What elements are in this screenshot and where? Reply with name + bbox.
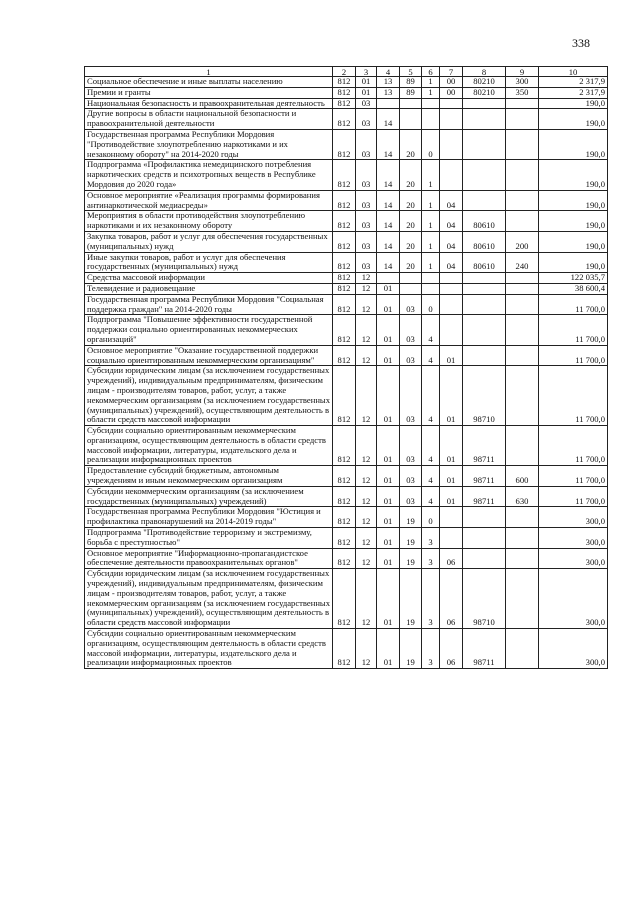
subsection-code: 01 xyxy=(377,366,400,426)
glava-code: 812 xyxy=(333,315,356,345)
row-name: Премии и гранты xyxy=(85,87,333,98)
measure-code xyxy=(440,98,463,109)
col-header: 6 xyxy=(422,67,440,77)
subprogram-code: 4 xyxy=(422,466,440,487)
direction-code xyxy=(463,315,506,345)
amount: 190,0 xyxy=(539,129,608,159)
program-code: 19 xyxy=(400,528,422,549)
section-code: 03 xyxy=(356,231,377,252)
expense-type-code xyxy=(506,315,539,345)
program-code: 89 xyxy=(400,87,422,98)
measure-code xyxy=(440,528,463,549)
table-row xyxy=(85,273,608,284)
glava-code: 812 xyxy=(333,211,356,232)
subsection-code: 01 xyxy=(377,629,400,669)
amount: 190,0 xyxy=(539,98,608,109)
col-header: 7 xyxy=(440,67,463,77)
glava-code: 812 xyxy=(333,486,356,507)
section-code: 12 xyxy=(356,315,377,345)
expense-type-code: 200 xyxy=(506,231,539,252)
amount: 11 700,0 xyxy=(539,426,608,466)
row-name: Государственная программа Республики Мордовия "Социальная поддержка граждан" на 2014-2020 годы xyxy=(85,294,333,315)
subprogram-code xyxy=(422,283,440,294)
amount: 11 700,0 xyxy=(539,315,608,345)
col-header: 3 xyxy=(356,67,377,77)
glava-code: 812 xyxy=(333,569,356,629)
direction-code: 80610 xyxy=(463,231,506,252)
section-code: 12 xyxy=(356,466,377,487)
expense-type-code xyxy=(506,190,539,211)
subprogram-code xyxy=(422,273,440,284)
subprogram-code: 4 xyxy=(422,366,440,426)
expense-type-code xyxy=(506,98,539,109)
direction-code xyxy=(463,294,506,315)
row-name: Предоставление субсидий бюджетным, автономным учреждениям и иным некоммерческим организациям xyxy=(85,466,333,487)
measure-code: 04 xyxy=(440,252,463,273)
glava-code: 812 xyxy=(333,283,356,294)
subsection-code: 01 xyxy=(377,283,400,294)
row-name: Основное мероприятие "Оказание государственной поддержки социально ориентированным некоммерческим организациям" xyxy=(85,345,333,366)
measure-code xyxy=(440,273,463,284)
section-code: 12 xyxy=(356,507,377,528)
subprogram-code: 1 xyxy=(422,231,440,252)
program-code: 20 xyxy=(400,129,422,159)
measure-code xyxy=(440,160,463,190)
expense-type-code: 630 xyxy=(506,486,539,507)
subprogram-code: 0 xyxy=(422,294,440,315)
table-row xyxy=(85,211,608,232)
direction-code xyxy=(463,160,506,190)
amount: 2 317,9 xyxy=(539,87,608,98)
subprogram-code: 1 xyxy=(422,211,440,232)
subprogram-code: 4 xyxy=(422,486,440,507)
table-row xyxy=(85,109,608,130)
amount: 11 700,0 xyxy=(539,466,608,487)
expense-type-code xyxy=(506,569,539,629)
direction-code xyxy=(463,273,506,284)
program-code: 20 xyxy=(400,160,422,190)
table-row xyxy=(85,629,608,669)
amount: 2 317,9 xyxy=(539,77,608,88)
direction-code xyxy=(463,528,506,549)
row-name: Государственная программа Республики Мордовия "Юстиция и профилактика правонарушений на 2014-2019 годы" xyxy=(85,507,333,528)
amount: 300,0 xyxy=(539,548,608,569)
section-code: 12 xyxy=(356,528,377,549)
program-code xyxy=(400,283,422,294)
table-row xyxy=(85,98,608,109)
row-name: Подпрограмма «Профилактика немедицинского потребления наркотических средств и психотропных веществ в Республике Мордовия до 2020 года» xyxy=(85,160,333,190)
program-code: 20 xyxy=(400,190,422,211)
program-code: 03 xyxy=(400,486,422,507)
table-row xyxy=(85,129,608,159)
col-header: 5 xyxy=(400,67,422,77)
amount: 11 700,0 xyxy=(539,345,608,366)
measure-code xyxy=(440,294,463,315)
row-name: Субсидии социально ориентированным некоммерческим организациям, осуществляющим деятельность в области средств массовой информации, литературы, издательского дела и реализации информационных проектов xyxy=(85,426,333,466)
table-row xyxy=(85,507,608,528)
glava-code: 812 xyxy=(333,345,356,366)
direction-code xyxy=(463,129,506,159)
section-code: 12 xyxy=(356,569,377,629)
measure-code: 01 xyxy=(440,366,463,426)
expense-type-code xyxy=(506,283,539,294)
col-header: 9 xyxy=(506,67,539,77)
row-name: Подпрограмма "Повышение эффективности государственной поддержки социально ориентированных некоммерческих организаций" xyxy=(85,315,333,345)
subprogram-code: 0 xyxy=(422,507,440,528)
row-name: Телевидение и радиовещание xyxy=(85,283,333,294)
table-row xyxy=(85,315,608,345)
measure-code xyxy=(440,283,463,294)
program-code: 19 xyxy=(400,507,422,528)
row-name: Социальное обеспечение и иные выплаты населению xyxy=(85,77,333,88)
section-code: 12 xyxy=(356,345,377,366)
subsection-code: 14 xyxy=(377,231,400,252)
measure-code xyxy=(440,109,463,130)
page-number: 338 xyxy=(572,36,590,50)
expense-type-code xyxy=(506,366,539,426)
amount: 190,0 xyxy=(539,109,608,130)
amount: 190,0 xyxy=(539,190,608,211)
subsection-code: 14 xyxy=(377,190,400,211)
measure-code: 00 xyxy=(440,87,463,98)
subprogram-code xyxy=(422,98,440,109)
program-code: 19 xyxy=(400,629,422,669)
amount: 38 600,4 xyxy=(539,283,608,294)
glava-code: 812 xyxy=(333,466,356,487)
section-code: 03 xyxy=(356,211,377,232)
subsection-code: 01 xyxy=(377,345,400,366)
subprogram-code: 3 xyxy=(422,528,440,549)
program-code: 19 xyxy=(400,548,422,569)
glava-code: 812 xyxy=(333,273,356,284)
amount: 11 700,0 xyxy=(539,366,608,426)
section-code: 12 xyxy=(356,486,377,507)
table-row xyxy=(85,160,608,190)
program-code: 20 xyxy=(400,211,422,232)
section-code: 12 xyxy=(356,366,377,426)
expense-type-code xyxy=(506,528,539,549)
expense-type-code xyxy=(506,273,539,284)
subprogram-code: 1 xyxy=(422,87,440,98)
section-code: 12 xyxy=(356,426,377,466)
row-name: Другие вопросы в области национальной безопасности и правоохранительной деятельности xyxy=(85,109,333,130)
program-code: 03 xyxy=(400,426,422,466)
direction-code xyxy=(463,283,506,294)
direction-code: 98711 xyxy=(463,466,506,487)
direction-code xyxy=(463,507,506,528)
expense-type-code xyxy=(506,507,539,528)
measure-code: 04 xyxy=(440,211,463,232)
row-name: Государственная программа Республики Мордовия "Противодействие злоупотреблению наркотиками и их незаконному обороту" на 2014-2020 годы xyxy=(85,129,333,159)
amount: 300,0 xyxy=(539,569,608,629)
table-row xyxy=(85,426,608,466)
subsection-code: 01 xyxy=(377,315,400,345)
section-code: 12 xyxy=(356,548,377,569)
direction-code xyxy=(463,190,506,211)
subsection-code: 13 xyxy=(377,77,400,88)
glava-code: 812 xyxy=(333,528,356,549)
table-row xyxy=(85,528,608,549)
glava-code: 812 xyxy=(333,98,356,109)
table-row xyxy=(85,366,608,426)
direction-code: 98711 xyxy=(463,486,506,507)
expense-type-code: 240 xyxy=(506,252,539,273)
direction-code: 80210 xyxy=(463,87,506,98)
subprogram-code: 1 xyxy=(422,190,440,211)
subsection-code: 14 xyxy=(377,160,400,190)
table-row xyxy=(85,466,608,487)
section-code: 03 xyxy=(356,252,377,273)
expense-type-code xyxy=(506,129,539,159)
table-row xyxy=(85,190,608,211)
program-code xyxy=(400,98,422,109)
glava-code: 812 xyxy=(333,190,356,211)
glava-code: 812 xyxy=(333,160,356,190)
section-code: 03 xyxy=(356,190,377,211)
section-code: 03 xyxy=(356,109,377,130)
measure-code xyxy=(440,315,463,345)
measure-code: 06 xyxy=(440,569,463,629)
measure-code xyxy=(440,507,463,528)
program-code: 03 xyxy=(400,345,422,366)
subsection-code xyxy=(377,98,400,109)
col-header: 10 xyxy=(539,67,608,77)
subsection-code xyxy=(377,273,400,284)
subsection-code: 01 xyxy=(377,426,400,466)
expense-type-code xyxy=(506,426,539,466)
amount: 300,0 xyxy=(539,629,608,669)
subprogram-code: 4 xyxy=(422,315,440,345)
program-code: 03 xyxy=(400,315,422,345)
program-code: 19 xyxy=(400,569,422,629)
row-name: Субсидии социально ориентированным некоммерческим организациям, осуществляющим деятельность в области средств массовой информации, литературы, издательского дела и реализации информационных проектов xyxy=(85,629,333,669)
col-header: 8 xyxy=(463,67,506,77)
expense-type-code: 600 xyxy=(506,466,539,487)
glava-code: 812 xyxy=(333,366,356,426)
expense-type-code xyxy=(506,345,539,366)
program-code xyxy=(400,273,422,284)
measure-code: 04 xyxy=(440,231,463,252)
section-code: 01 xyxy=(356,87,377,98)
table-row xyxy=(85,345,608,366)
expense-type-code xyxy=(506,294,539,315)
subsection-code: 13 xyxy=(377,87,400,98)
row-name: Субсидии юридическим лицам (за исключением государственных учреждений), индивидуальным предпринимателям, физическим лицам - производителям товаров, работ, услуг, а также некоммерческим организациям (за исключением государственных (муниципальных) учреждений), осуществляющим деятельность в области средств массовой информации xyxy=(85,569,333,629)
program-code: 89 xyxy=(400,77,422,88)
glava-code: 812 xyxy=(333,629,356,669)
section-code: 03 xyxy=(356,98,377,109)
direction-code: 98710 xyxy=(463,366,506,426)
row-name: Иные закупки товаров, работ и услуг для обеспечения государственных (муниципальных) нужд xyxy=(85,252,333,273)
program-code: 03 xyxy=(400,466,422,487)
glava-code: 812 xyxy=(333,548,356,569)
measure-code: 04 xyxy=(440,190,463,211)
row-name: Основное мероприятие "Информационно-пропагандистское обеспечение деятельности правоохранительных органов" xyxy=(85,548,333,569)
subsection-code: 01 xyxy=(377,528,400,549)
table-row xyxy=(85,87,608,98)
table-row xyxy=(85,294,608,315)
subsection-code: 14 xyxy=(377,109,400,130)
subprogram-code: 1 xyxy=(422,77,440,88)
col-header: 4 xyxy=(377,67,400,77)
row-name: Мероприятия в области противодействия злоупотреблению наркотиками и их незаконному обороту xyxy=(85,211,333,232)
table-row xyxy=(85,77,608,88)
table-row xyxy=(85,486,608,507)
glava-code: 812 xyxy=(333,252,356,273)
row-name: Субсидии юридическим лицам (за исключением государственных учреждений), индивидуальным предпринимателям, физическим лицам - производителям товаров, работ, услуг, а также некоммерческим организациям (за исключением государственных (муниципальных) учреждений), осуществляющим деятельность в области средств массовой информации xyxy=(85,366,333,426)
glava-code: 812 xyxy=(333,507,356,528)
header-row xyxy=(85,67,608,77)
measure-code: 06 xyxy=(440,629,463,669)
subsection-code: 14 xyxy=(377,129,400,159)
measure-code: 01 xyxy=(440,345,463,366)
table-row xyxy=(85,569,608,629)
program-code: 20 xyxy=(400,231,422,252)
section-code: 12 xyxy=(356,629,377,669)
glava-code: 812 xyxy=(333,294,356,315)
measure-code: 00 xyxy=(440,77,463,88)
section-code: 03 xyxy=(356,160,377,190)
subprogram-code: 0 xyxy=(422,129,440,159)
section-code: 01 xyxy=(356,77,377,88)
subsection-code: 01 xyxy=(377,486,400,507)
direction-code: 80210 xyxy=(463,77,506,88)
subsection-code: 01 xyxy=(377,466,400,487)
subprogram-code: 3 xyxy=(422,548,440,569)
glava-code: 812 xyxy=(333,129,356,159)
subprogram-code: 3 xyxy=(422,569,440,629)
program-code: 20 xyxy=(400,252,422,273)
direction-code: 98710 xyxy=(463,569,506,629)
expense-type-code: 300 xyxy=(506,77,539,88)
measure-code: 01 xyxy=(440,466,463,487)
subsection-code: 14 xyxy=(377,211,400,232)
section-code: 12 xyxy=(356,273,377,284)
subsection-code: 01 xyxy=(377,569,400,629)
amount: 190,0 xyxy=(539,231,608,252)
subprogram-code: 1 xyxy=(422,252,440,273)
expense-type-code: 350 xyxy=(506,87,539,98)
expense-type-code xyxy=(506,629,539,669)
subsection-code: 01 xyxy=(377,548,400,569)
amount: 122 035,7 xyxy=(539,273,608,284)
table-row xyxy=(85,283,608,294)
expense-type-code xyxy=(506,211,539,232)
row-name: Основное мероприятие «Реализация программы формирования антинаркотической медиасреды» xyxy=(85,190,333,211)
amount: 190,0 xyxy=(539,211,608,232)
subsection-code: 14 xyxy=(377,252,400,273)
direction-code: 98711 xyxy=(463,426,506,466)
glava-code: 812 xyxy=(333,87,356,98)
direction-code: 80610 xyxy=(463,211,506,232)
col-header: 1 xyxy=(85,67,333,77)
table-row xyxy=(85,231,608,252)
direction-code xyxy=(463,98,506,109)
glava-code: 812 xyxy=(333,426,356,466)
expense-type-code xyxy=(506,548,539,569)
amount: 300,0 xyxy=(539,507,608,528)
measure-code xyxy=(440,129,463,159)
program-code: 03 xyxy=(400,366,422,426)
direction-code: 80610 xyxy=(463,252,506,273)
direction-code xyxy=(463,109,506,130)
direction-code: 98711 xyxy=(463,629,506,669)
expense-type-code xyxy=(506,160,539,190)
section-code: 12 xyxy=(356,283,377,294)
row-name: Подпрограмма "Противодействие терроризму и экстремизму, борьба с преступностью" xyxy=(85,528,333,549)
amount: 11 700,0 xyxy=(539,486,608,507)
subprogram-code xyxy=(422,109,440,130)
amount: 190,0 xyxy=(539,160,608,190)
direction-code xyxy=(463,548,506,569)
budget-table xyxy=(84,66,608,669)
table-row xyxy=(85,548,608,569)
glava-code: 812 xyxy=(333,109,356,130)
expense-type-code xyxy=(506,109,539,130)
measure-code: 01 xyxy=(440,426,463,466)
subsection-code: 01 xyxy=(377,294,400,315)
section-code: 12 xyxy=(356,294,377,315)
row-name: Национальная безопасность и правоохранительная деятельность xyxy=(85,98,333,109)
program-code: 03 xyxy=(400,294,422,315)
subprogram-code: 4 xyxy=(422,345,440,366)
glava-code: 812 xyxy=(333,231,356,252)
subprogram-code: 4 xyxy=(422,426,440,466)
table-row xyxy=(85,252,608,273)
measure-code: 06 xyxy=(440,548,463,569)
glava-code: 812 xyxy=(333,77,356,88)
row-name: Средства массовой информации xyxy=(85,273,333,284)
subprogram-code: 1 xyxy=(422,160,440,190)
col-header: 2 xyxy=(333,67,356,77)
row-name: Закупка товаров, работ и услуг для обеспечения государственных (муниципальных) нужд xyxy=(85,231,333,252)
amount: 190,0 xyxy=(539,252,608,273)
row-name: Субсидии некоммерческим организациям (за исключением государственных (муниципальных) учреждений) xyxy=(85,486,333,507)
amount: 300,0 xyxy=(539,528,608,549)
direction-code xyxy=(463,345,506,366)
amount: 11 700,0 xyxy=(539,294,608,315)
subsection-code: 01 xyxy=(377,507,400,528)
measure-code: 01 xyxy=(440,486,463,507)
subprogram-code: 3 xyxy=(422,629,440,669)
section-code: 03 xyxy=(356,129,377,159)
program-code xyxy=(400,109,422,130)
